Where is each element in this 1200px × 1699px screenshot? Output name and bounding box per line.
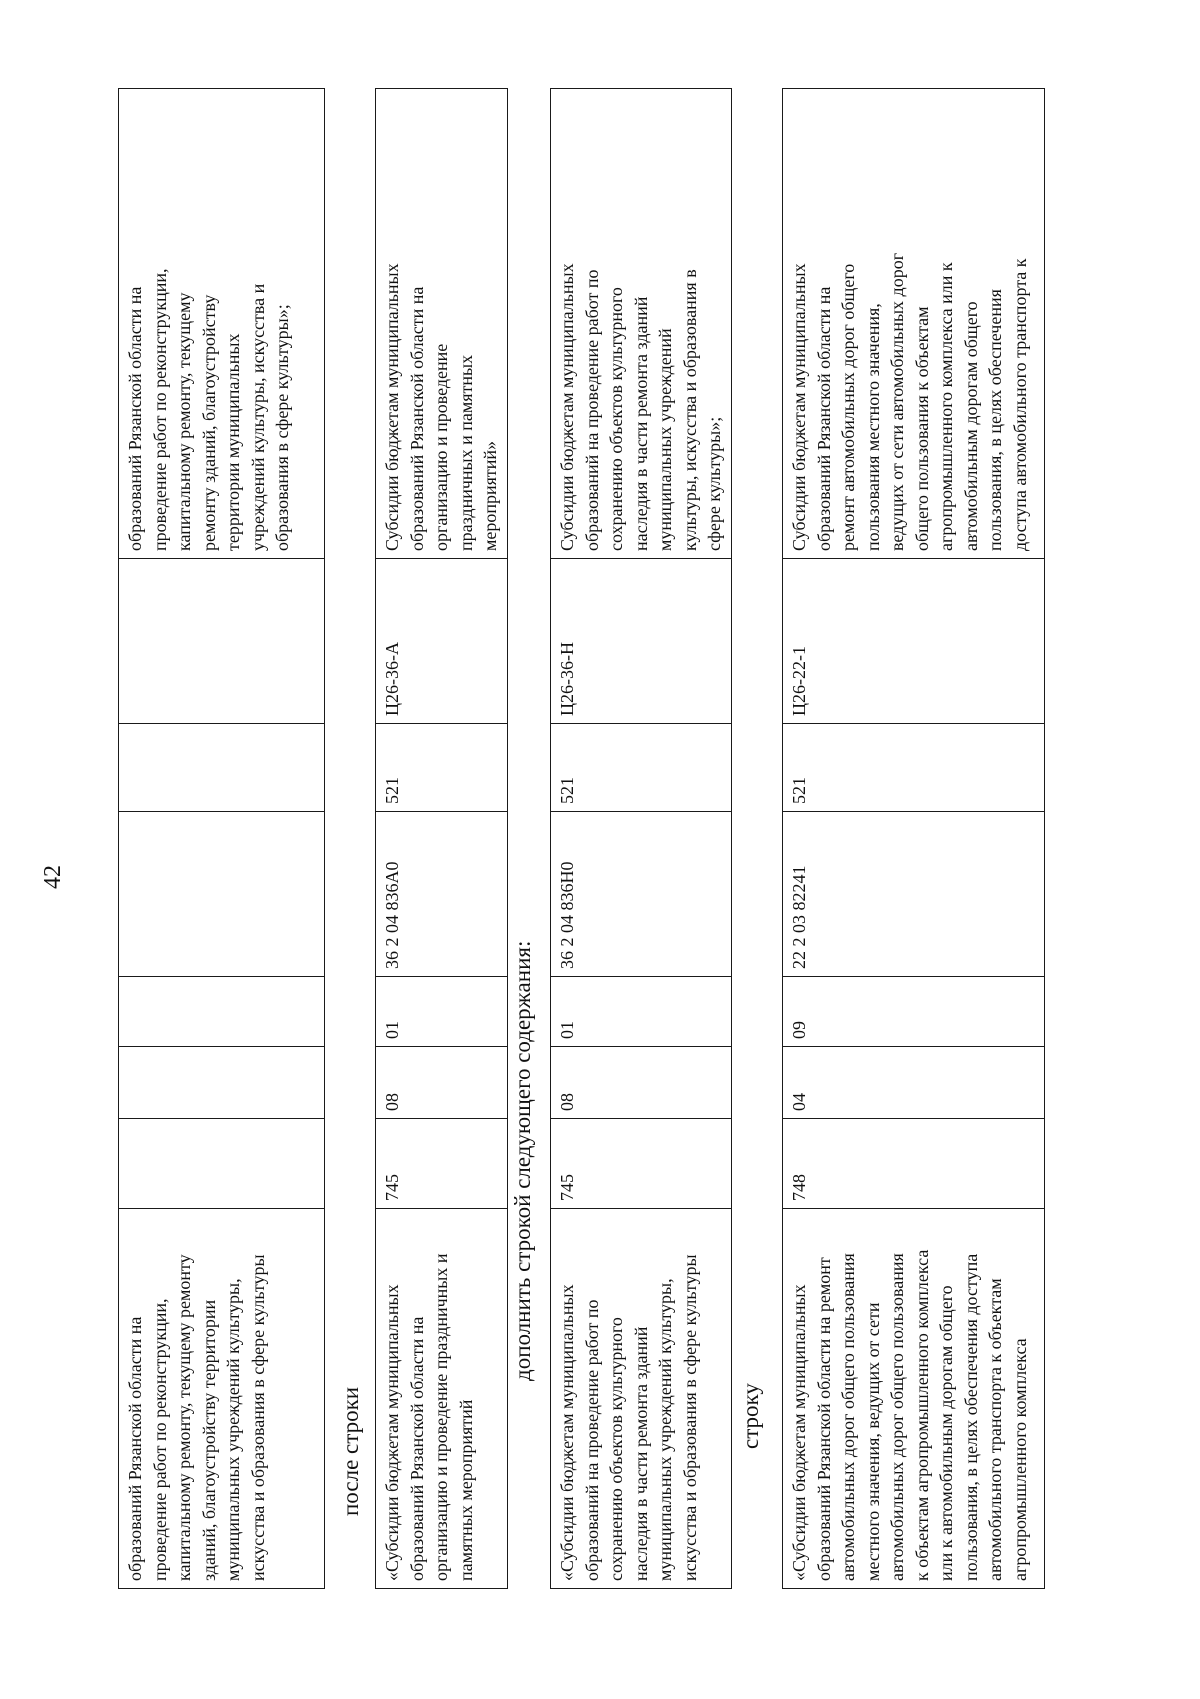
section-code: 08 — [376, 1047, 508, 1119]
row-name-left: «Субсидии бюджетам муниципальных образований Рязанской области на ремонт автомобильных дорог общего пользования местного значения, ведущих от сети автомобильных дорог общего пользования к объектам агропромышленного комплекса или к автомобильным дорогам общего пользования, в целях обеспечения доступа автомобильного транспорта к объектам агропромышленного комплекса — [783, 1209, 1045, 1589]
row-name-right: Субсидии бюджетам муниципальных образований Рязанской области на организацию и проведение праздничных и памятных мероприятий» — [376, 89, 508, 559]
target-article-code — [119, 812, 325, 977]
subsection-code: 01 — [551, 977, 732, 1047]
section-code: 08 — [551, 1047, 732, 1119]
section-code — [119, 1047, 325, 1119]
table-row — [782, 88, 1045, 1589]
expense-type-code: 521 — [376, 724, 508, 812]
expense-type-code: 521 — [551, 724, 732, 812]
target-article-code: 36 2 04 836А0 — [376, 812, 508, 977]
table-row — [375, 88, 508, 1589]
purpose-code: Ц26-36-А — [376, 559, 508, 724]
expense-type-code — [119, 724, 325, 812]
instruction-after-row: после строки — [338, 1386, 363, 1516]
subsection-code: 01 — [376, 977, 508, 1047]
row-name-right: образований Рязанской области на проведение работ по реконструкции, капитальному ремонту, текущему ремонту зданий, благоустройству территории муниципальных учреждений культуры, искусства и образования в сфере культуры»; — [119, 89, 325, 559]
subsection-code — [119, 977, 325, 1047]
ministry-code: 748 — [783, 1119, 1045, 1209]
target-article-code: 36 2 04 836Н0 — [551, 812, 732, 977]
target-article-code: 22 2 03 82241 — [783, 812, 1045, 977]
row-name-left: образований Рязанской области на проведение работ по реконструкции, капитальному ремонту, текущему ремонту зданий, благоустройству территории муниципальных учреждений культуры, искусства и образования в сфере культуры — [119, 1209, 325, 1589]
subsection-code: 09 — [783, 977, 1045, 1047]
row-name-right: Субсидии бюджетам муниципальных образований Рязанской области на ремонт автомобильных дорог общего пользования местного значения, ведущих от сети автомобильных дорог общего пользования к объектам агропромышленного комплекса или к автомобильным дорогам общего пользования, в целях обеспечения доступа автомобильного транспорта к — [783, 89, 1045, 559]
table-row — [118, 88, 325, 1589]
purpose-code: Ц26-36-Н — [551, 559, 732, 724]
table-row — [550, 88, 732, 1589]
ministry-code — [119, 1119, 325, 1209]
page-number: 42 — [40, 865, 66, 889]
ministry-code: 745 — [551, 1119, 732, 1209]
purpose-code: Ц26-22-1 — [783, 559, 1045, 724]
instruction-add-row: дополнить строкой следующего содержания: — [510, 940, 535, 1381]
row-name-left: «Субсидии бюджетам муниципальных образований на проведение работ по сохранению объектов культурного наследия в части ремонта зданий муниципальных учреждений культуры, искусства и образования в сфере культуры — [551, 1209, 732, 1589]
instruction-row-word: строку — [738, 1383, 763, 1449]
expense-type-code: 521 — [783, 724, 1045, 812]
section-code: 04 — [783, 1047, 1045, 1119]
ministry-code: 745 — [376, 1119, 508, 1209]
row-name-right: Субсидии бюджетам муниципальных образований на проведение работ по сохранению объектов культурного наследия в части ремонта зданий муниципальных учреждений культуры, искусства и образования в сфере культуры»; — [551, 89, 732, 559]
row-name-left: «Субсидии бюджетам муниципальных образований Рязанской области на организацию и проведение праздничных и памятных мероприятий — [376, 1209, 508, 1589]
purpose-code — [119, 559, 325, 724]
